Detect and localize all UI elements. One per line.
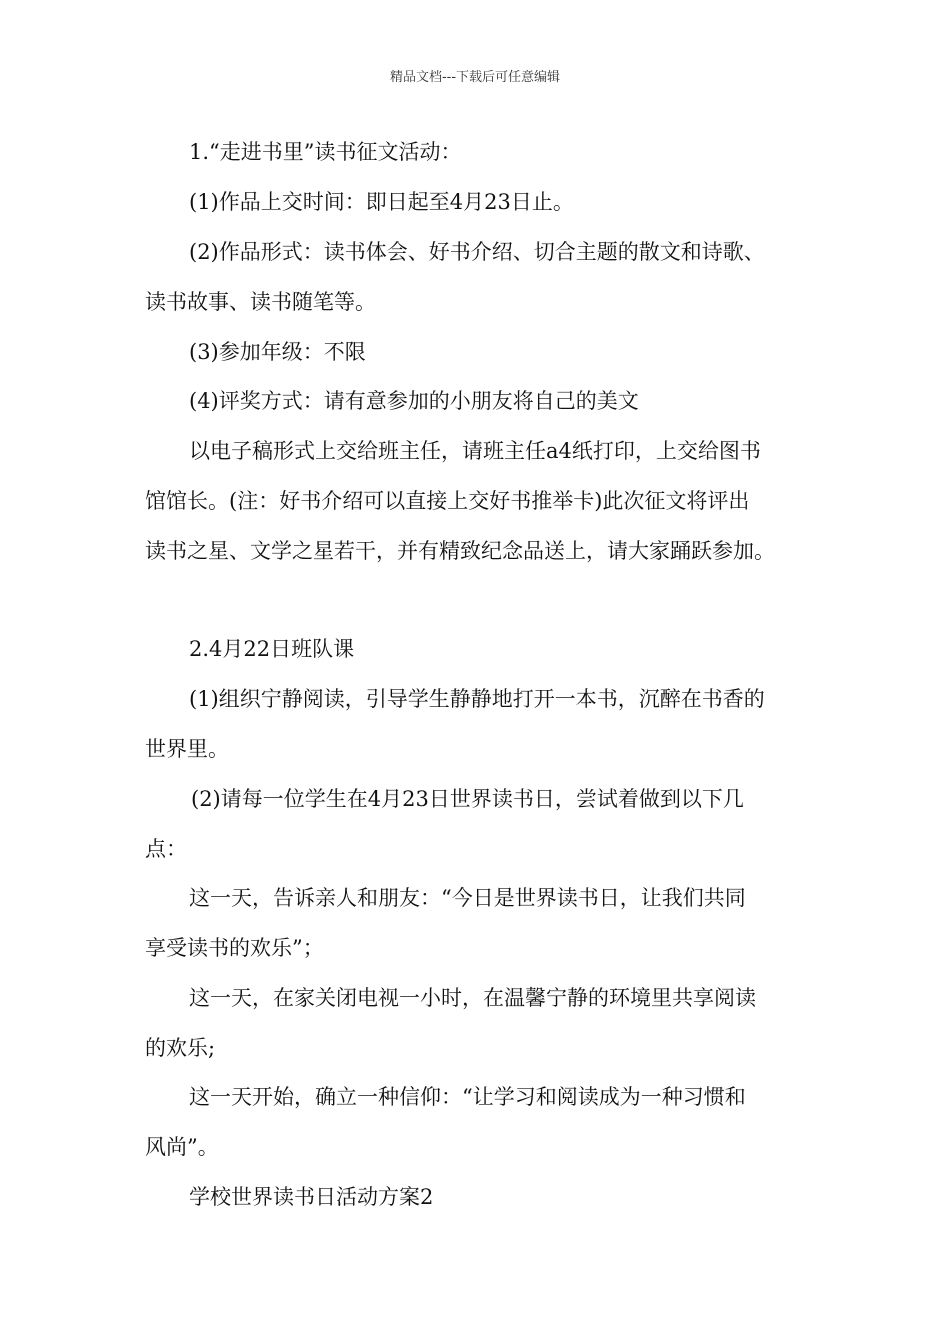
heading-class-meeting: 2.4月22日班队课 — [189, 637, 355, 661]
paragraph-quiet-reading: (1)组织宁静阅读，引导学生静静地打开一本书，沉醉在书香的 — [189, 687, 765, 711]
paragraph-world-book-day-cont: 点： — [145, 837, 187, 861]
paragraph-world-book-day: (2)请每一位学生在4月23日世界读书日，尝试着做到以下几 — [191, 787, 744, 811]
paragraph-turn-off-tv-cont: 的欢乐; — [145, 1036, 216, 1060]
paragraph-work-format: (2)作品形式：读书体会、好书介绍、切合主题的散文和诗歌、 — [189, 240, 765, 264]
paragraph-submit-instructions: 以电子稿形式上交给班主任，请班主任a4纸打印，上交给图书 — [189, 439, 761, 463]
paragraph-belief: 这一天开始，确立一种信仰：“让学习和阅读成为一种习惯和 — [189, 1085, 746, 1109]
paragraph-belief-cont: 风尚”。 — [145, 1135, 219, 1159]
paragraph-award-method: (4)评奖方式：请有意参加的小朋友将自己的美文 — [189, 389, 639, 413]
paragraph-submission-time: (1)作品上交时间：即日起至4月23日止。 — [189, 190, 574, 214]
paragraph-grade: (3)参加年级：不限 — [189, 340, 366, 364]
paragraph-tell-family: 这一天，告诉亲人和朋友：“今日是世界读书日，让我们共同 — [189, 886, 746, 910]
paragraph-tell-family-cont: 享受读书的欢乐”； — [145, 936, 324, 960]
page-header: 精品文档---下载后可任意编辑 — [389, 70, 561, 85]
paragraph-submit-instructions-end: 读书之星、文学之星若干，并有精致纪念品送上，请大家踊跃参加。 — [145, 539, 775, 563]
heading-essay-activity: 1.“走进书里”读书征文活动： — [189, 140, 462, 164]
heading-plan-2: 学校世界读书日活动方案2 — [189, 1185, 434, 1209]
paragraph-work-format-cont: 读书故事、读书随笔等。 — [145, 290, 376, 314]
paragraph-submit-instructions-cont: 馆馆长。(注：好书介绍可以直接上交好书推举卡)此次征文将评出 — [145, 489, 750, 513]
paragraph-turn-off-tv: 这一天，在家关闭电视一小时，在温馨宁静的环境里共享阅读 — [189, 986, 756, 1010]
paragraph-quiet-reading-cont: 世界里。 — [145, 737, 229, 761]
